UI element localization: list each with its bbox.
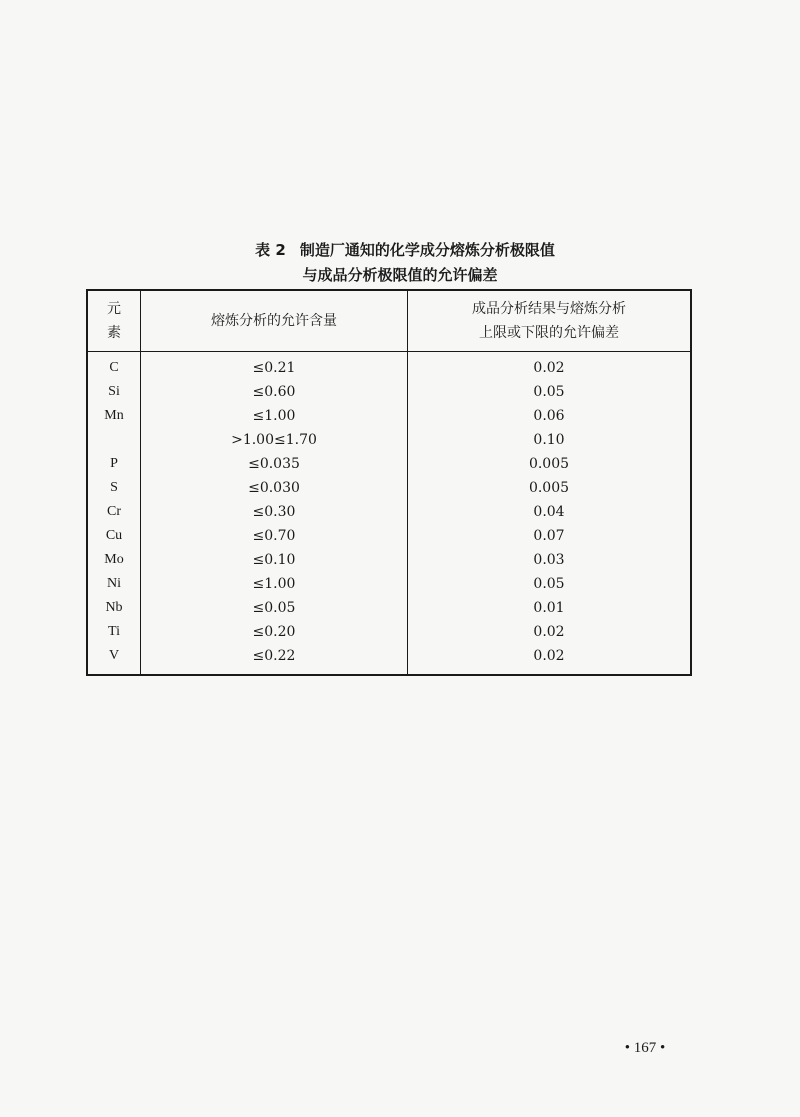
- element-cell: P: [87, 452, 141, 476]
- caption-title-line-1: 制造厂通知的化学成分熔炼分析极限值: [299, 241, 555, 259]
- deviation-cell: 0.005: [528, 480, 570, 496]
- element-cell: Cr: [87, 500, 141, 524]
- melt-limit-cell: ≤0.035: [141, 452, 408, 476]
- element-cell: Mn: [87, 404, 141, 428]
- melt-limit-cell: ≤1.00: [141, 404, 408, 428]
- caption-line-1: [0, 238, 800, 263]
- table-row: [87, 572, 691, 596]
- header-melt-allowed: 熔炼分析的允许含量: [141, 290, 408, 352]
- table-row: [87, 352, 691, 381]
- table-row: [87, 452, 691, 476]
- element-cell: Ti: [87, 620, 141, 644]
- table-header-row: [87, 290, 691, 352]
- melt-limit-cell: ≤0.030: [141, 476, 408, 500]
- deviation-cell: 0.05: [533, 384, 565, 400]
- table-row: [87, 620, 691, 644]
- table-caption: [0, 238, 800, 288]
- melt-limit-cell: >1.00≤1.70: [141, 428, 408, 452]
- table-row: [87, 476, 691, 500]
- deviation-cell: 0.03: [533, 552, 565, 568]
- deviation-cell: 0.02: [533, 624, 565, 640]
- table-row: [87, 404, 691, 428]
- melt-limit-cell: ≤0.70: [141, 524, 408, 548]
- deviation-cell: 0.05: [533, 576, 565, 592]
- melt-limit-cell: ≤0.20: [141, 620, 408, 644]
- element-cell: V: [87, 644, 141, 675]
- table-row: [87, 380, 691, 404]
- melt-limit-cell: ≤0.10: [141, 548, 408, 572]
- table-row: [87, 524, 691, 548]
- deviation-cell: 0.01: [533, 600, 565, 616]
- element-cell: Si: [87, 380, 141, 404]
- table-row: [87, 500, 691, 524]
- element-cell: S: [87, 476, 141, 500]
- deviation-cell: 0.02: [533, 648, 565, 664]
- melt-limit-cell: ≤1.00: [141, 572, 408, 596]
- deviation-cell: 0.06: [533, 408, 565, 424]
- melt-limit-cell: ≤0.21: [141, 352, 408, 381]
- element-cell: Ni: [87, 572, 141, 596]
- element-cell: C: [87, 352, 141, 381]
- melt-limit-cell: ≤0.30: [141, 500, 408, 524]
- header-element: [87, 290, 141, 352]
- deviation-cell: 0.02: [533, 360, 565, 376]
- header-element-line-2: 素: [107, 325, 121, 341]
- table-row: [87, 596, 691, 620]
- element-cell: Cu: [87, 524, 141, 548]
- deviation-limits-table: [86, 289, 692, 676]
- deviation-cell: 0.04: [533, 504, 565, 520]
- element-cell: Mo: [87, 548, 141, 572]
- header-deviation: [408, 290, 692, 352]
- header-deviation-line-1: 成品分析结果与熔炼分析: [472, 301, 626, 317]
- melt-limit-cell: ≤0.05: [141, 596, 408, 620]
- header-deviation-line-2: 上限或下限的允许偏差: [479, 325, 619, 341]
- element-cell: Nb: [87, 596, 141, 620]
- table-row: [87, 644, 691, 675]
- deviation-cell: 0.005: [528, 456, 570, 472]
- header-element-line-1: 元: [107, 301, 121, 317]
- melt-limit-cell: ≤0.22: [141, 644, 408, 675]
- caption-title-line-2: 与成品分析极限值的允许偏差: [302, 266, 498, 284]
- page-number: • 167 •: [624, 1040, 666, 1056]
- element-cell: [87, 428, 141, 452]
- melt-limit-cell: ≤0.60: [141, 380, 408, 404]
- table-row: [87, 428, 691, 452]
- deviation-cell: 0.07: [533, 528, 565, 544]
- deviation-cell: 0.10: [533, 432, 565, 448]
- table-row: [87, 548, 691, 572]
- table-number: 表 2: [255, 241, 286, 259]
